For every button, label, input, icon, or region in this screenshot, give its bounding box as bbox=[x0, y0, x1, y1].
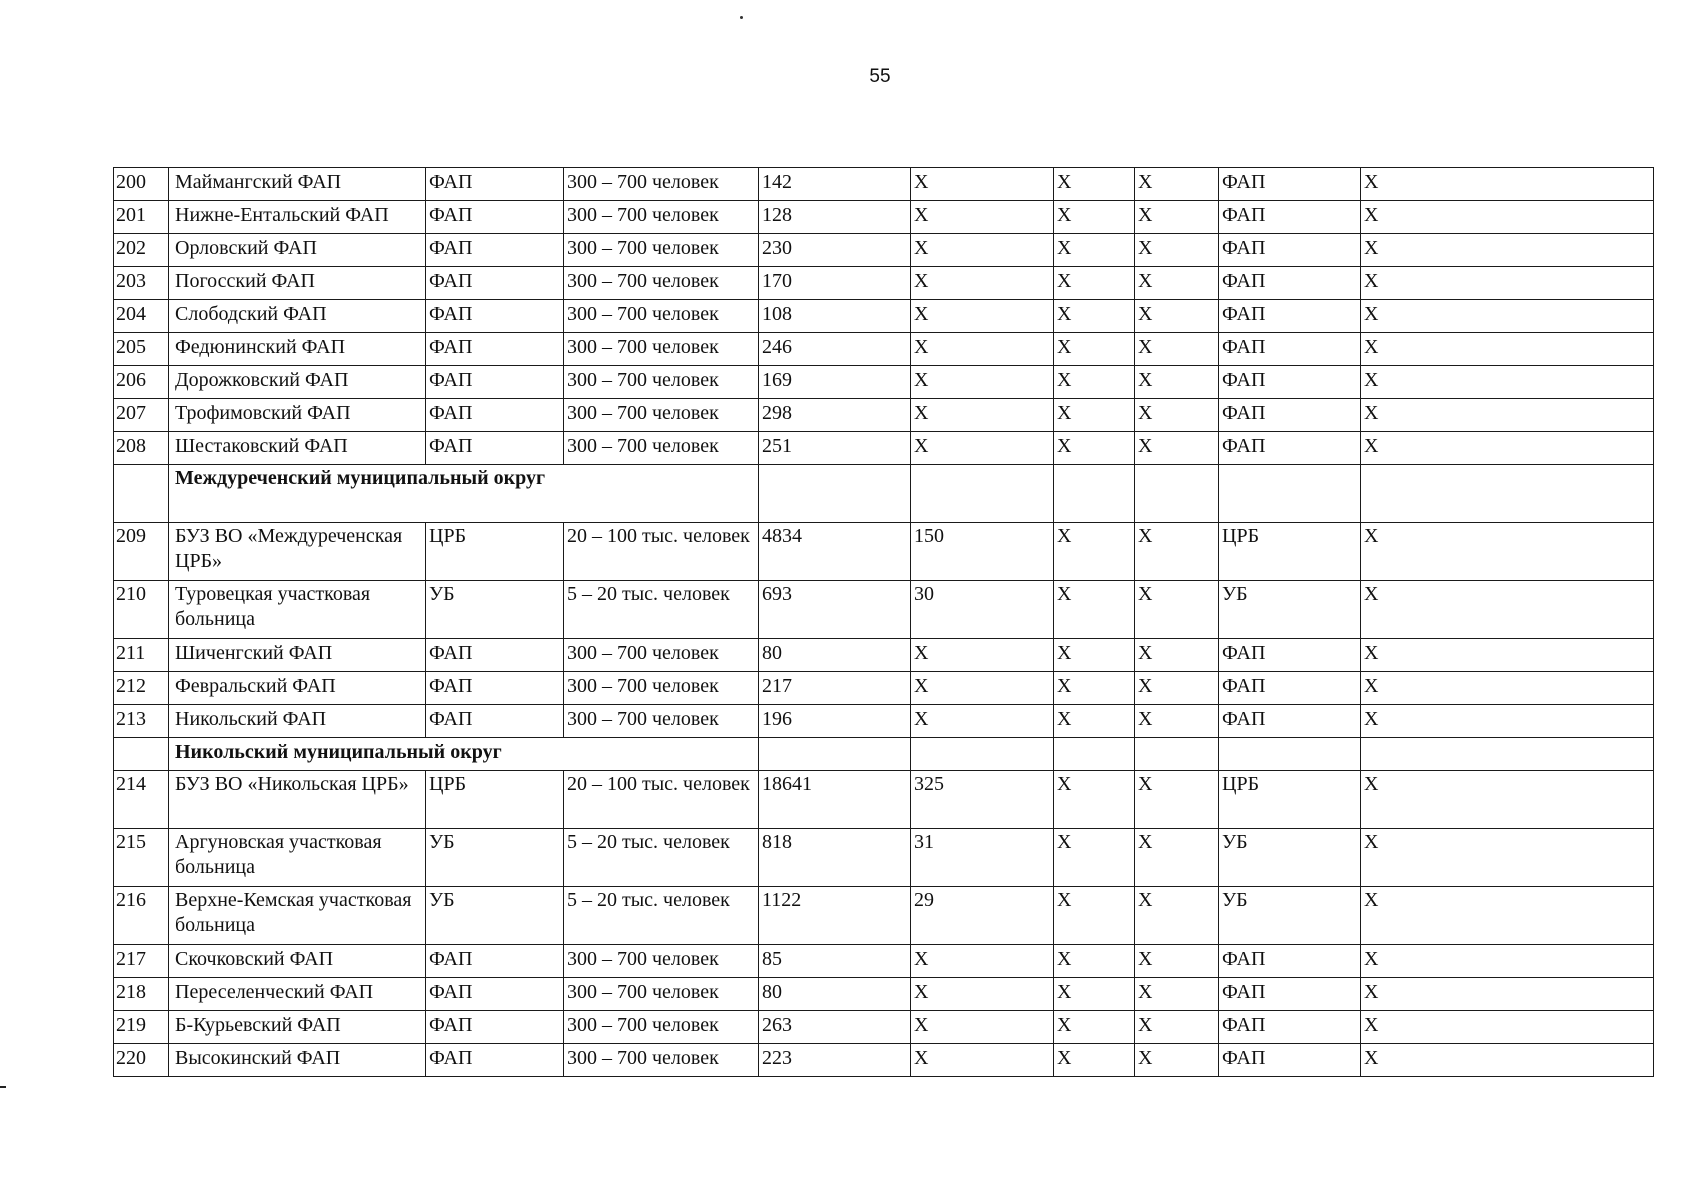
row-number-cell: 218 bbox=[114, 978, 169, 1011]
value-cell: X bbox=[911, 1044, 1054, 1077]
row-number-cell: 217 bbox=[114, 945, 169, 978]
mark-cell: X bbox=[1361, 672, 1654, 705]
population-range-cell: 20 – 100 тыс. человек bbox=[564, 771, 759, 829]
empty-cell bbox=[1361, 465, 1654, 523]
target-type-cell: ФАП bbox=[1219, 945, 1361, 978]
value-cell: 31 bbox=[911, 829, 1054, 887]
population-range-cell: 300 – 700 человек bbox=[564, 300, 759, 333]
mark-cell: X bbox=[1054, 829, 1135, 887]
target-type-cell: ФАП bbox=[1219, 1044, 1361, 1077]
value-cell: 693 bbox=[759, 581, 911, 639]
table-row bbox=[114, 887, 1654, 945]
facility-name-cell: Февральский ФАП bbox=[169, 672, 426, 705]
facility-type-cell: ФАП bbox=[426, 168, 564, 201]
page-number: 55 bbox=[869, 66, 891, 87]
target-type-cell: ФАП bbox=[1219, 639, 1361, 672]
mark-cell: X bbox=[1361, 201, 1654, 234]
facility-name-cell: Дорожковский ФАП bbox=[169, 366, 426, 399]
facility-type-cell: ФАП bbox=[426, 267, 564, 300]
mark-cell: X bbox=[1135, 234, 1219, 267]
table-row bbox=[114, 333, 1654, 366]
facility-type-cell: ФАП bbox=[426, 333, 564, 366]
facility-name-cell: Б-Курьевский ФАП bbox=[169, 1011, 426, 1044]
empty-cell bbox=[1135, 738, 1219, 771]
mark-cell: X bbox=[1135, 978, 1219, 1011]
mark-cell: X bbox=[1135, 399, 1219, 432]
mark-cell: X bbox=[1135, 1011, 1219, 1044]
facility-name-cell: Высокинский ФАП bbox=[169, 1044, 426, 1077]
value-cell: 1122 bbox=[759, 887, 911, 945]
population-range-cell: 300 – 700 человек bbox=[564, 168, 759, 201]
population-range-cell: 300 – 700 человек bbox=[564, 201, 759, 234]
empty-cell bbox=[1135, 465, 1219, 523]
target-type-cell: ФАП bbox=[1219, 978, 1361, 1011]
population-range-cell: 300 – 700 человек bbox=[564, 705, 759, 738]
value-cell: 298 bbox=[759, 399, 911, 432]
target-type-cell: ФАП bbox=[1219, 432, 1361, 465]
value-cell: X bbox=[911, 945, 1054, 978]
value-cell: 80 bbox=[759, 639, 911, 672]
facility-name-cell: Верхне-Кемская участковая больница bbox=[169, 887, 426, 945]
facilities-table bbox=[113, 167, 1654, 1077]
mark-cell: X bbox=[1361, 168, 1654, 201]
facility-name-cell: Трофимовский ФАП bbox=[169, 399, 426, 432]
district-header-row bbox=[114, 738, 1654, 771]
population-range-cell: 5 – 20 тыс. человек bbox=[564, 581, 759, 639]
mark-cell: X bbox=[1135, 705, 1219, 738]
mark-cell: X bbox=[1135, 201, 1219, 234]
row-number-cell: 202 bbox=[114, 234, 169, 267]
value-cell: 150 bbox=[911, 523, 1054, 581]
value-cell: 29 bbox=[911, 887, 1054, 945]
mark-cell: X bbox=[1054, 234, 1135, 267]
target-type-cell: ФАП bbox=[1219, 267, 1361, 300]
population-range-cell: 300 – 700 человек bbox=[564, 366, 759, 399]
facility-type-cell: ФАП bbox=[426, 1044, 564, 1077]
table-row bbox=[114, 672, 1654, 705]
row-number-cell bbox=[114, 465, 169, 523]
value-cell: X bbox=[911, 234, 1054, 267]
population-range-cell: 300 – 700 человек bbox=[564, 333, 759, 366]
population-range-cell: 300 – 700 человек bbox=[564, 1011, 759, 1044]
facility-name-cell: Шестаковский ФАП bbox=[169, 432, 426, 465]
value-cell: 170 bbox=[759, 267, 911, 300]
value-cell: X bbox=[911, 267, 1054, 300]
mark-cell: X bbox=[1135, 300, 1219, 333]
facility-type-cell: ФАП bbox=[426, 1011, 564, 1044]
target-type-cell: ФАП bbox=[1219, 705, 1361, 738]
facility-name-cell: Переселенческий ФАП bbox=[169, 978, 426, 1011]
value-cell: 4834 bbox=[759, 523, 911, 581]
mark-cell: X bbox=[1054, 201, 1135, 234]
empty-cell bbox=[1054, 738, 1135, 771]
facility-type-cell: УБ bbox=[426, 581, 564, 639]
facility-name-cell: Никольский ФАП bbox=[169, 705, 426, 738]
table-row bbox=[114, 267, 1654, 300]
value-cell: 169 bbox=[759, 366, 911, 399]
mark-cell: X bbox=[1361, 432, 1654, 465]
mark-cell: X bbox=[1054, 300, 1135, 333]
margin-mark bbox=[0, 1086, 6, 1088]
mark-cell: X bbox=[1361, 523, 1654, 581]
population-range-cell: 5 – 20 тыс. человек bbox=[564, 887, 759, 945]
mark-cell: X bbox=[1135, 366, 1219, 399]
row-number-cell: 213 bbox=[114, 705, 169, 738]
table-row bbox=[114, 945, 1654, 978]
mark-cell: X bbox=[1135, 267, 1219, 300]
empty-cell bbox=[911, 738, 1054, 771]
mark-cell: X bbox=[1135, 672, 1219, 705]
facility-type-cell: ФАП bbox=[426, 978, 564, 1011]
mark-cell: X bbox=[1135, 168, 1219, 201]
population-range-cell: 300 – 700 человек bbox=[564, 432, 759, 465]
facility-name-cell: Шиченгский ФАП bbox=[169, 639, 426, 672]
mark-cell: X bbox=[1054, 771, 1135, 829]
target-type-cell: УБ bbox=[1219, 581, 1361, 639]
table-row bbox=[114, 771, 1654, 829]
facility-type-cell: ЦРБ bbox=[426, 523, 564, 581]
table-row bbox=[114, 399, 1654, 432]
table-row bbox=[114, 1011, 1654, 1044]
facility-name-cell: Федюнинский ФАП bbox=[169, 333, 426, 366]
row-number-cell: 206 bbox=[114, 366, 169, 399]
mark-cell: X bbox=[1054, 1011, 1135, 1044]
mark-cell: X bbox=[1054, 432, 1135, 465]
mark-cell: X bbox=[1361, 267, 1654, 300]
facility-type-cell: ФАП bbox=[426, 705, 564, 738]
table-row bbox=[114, 1044, 1654, 1077]
target-type-cell: ФАП bbox=[1219, 201, 1361, 234]
mark-cell: X bbox=[1361, 887, 1654, 945]
value-cell: 196 bbox=[759, 705, 911, 738]
row-number-cell: 220 bbox=[114, 1044, 169, 1077]
table-row bbox=[114, 168, 1654, 201]
facility-name-cell: Аргуновская участковая больница bbox=[169, 829, 426, 887]
mark-cell: X bbox=[1054, 168, 1135, 201]
empty-cell bbox=[1219, 465, 1361, 523]
table-row bbox=[114, 201, 1654, 234]
facility-type-cell: ЦРБ bbox=[426, 771, 564, 829]
population-range-cell: 300 – 700 человек bbox=[564, 234, 759, 267]
facility-name-cell: БУЗ ВО «Никольская ЦРБ» bbox=[169, 771, 426, 829]
mark-cell: X bbox=[1054, 978, 1135, 1011]
value-cell: X bbox=[911, 432, 1054, 465]
mark-cell: X bbox=[1135, 432, 1219, 465]
row-number-cell: 203 bbox=[114, 267, 169, 300]
target-type-cell: УБ bbox=[1219, 887, 1361, 945]
mark-cell: X bbox=[1361, 1044, 1654, 1077]
empty-cell bbox=[1054, 465, 1135, 523]
population-range-cell: 300 – 700 человек bbox=[564, 978, 759, 1011]
row-number-cell: 207 bbox=[114, 399, 169, 432]
row-number-cell: 204 bbox=[114, 300, 169, 333]
facility-type-cell: ФАП bbox=[426, 945, 564, 978]
mark-cell: X bbox=[1135, 887, 1219, 945]
mark-cell: X bbox=[1361, 366, 1654, 399]
value-cell: 246 bbox=[759, 333, 911, 366]
population-range-cell: 300 – 700 человек bbox=[564, 945, 759, 978]
population-range-cell: 5 – 20 тыс. человек bbox=[564, 829, 759, 887]
mark-cell: X bbox=[1361, 705, 1654, 738]
mark-cell: X bbox=[1054, 333, 1135, 366]
table-body bbox=[114, 168, 1654, 1077]
mark-cell: X bbox=[1054, 945, 1135, 978]
empty-cell bbox=[759, 738, 911, 771]
value-cell: 325 bbox=[911, 771, 1054, 829]
row-number-cell: 216 bbox=[114, 887, 169, 945]
population-range-cell: 300 – 700 человек bbox=[564, 639, 759, 672]
value-cell: 85 bbox=[759, 945, 911, 978]
mark-cell: X bbox=[1361, 300, 1654, 333]
row-number-cell: 212 bbox=[114, 672, 169, 705]
value-cell: X bbox=[911, 201, 1054, 234]
district-header-row bbox=[114, 465, 1654, 523]
target-type-cell: ФАП bbox=[1219, 366, 1361, 399]
facility-type-cell: ФАП bbox=[426, 300, 564, 333]
value-cell: X bbox=[911, 1011, 1054, 1044]
value-cell: 30 bbox=[911, 581, 1054, 639]
facility-type-cell: УБ bbox=[426, 829, 564, 887]
value-cell: 128 bbox=[759, 201, 911, 234]
target-type-cell: УБ bbox=[1219, 829, 1361, 887]
row-number-cell: 205 bbox=[114, 333, 169, 366]
table-row bbox=[114, 978, 1654, 1011]
row-number-cell: 209 bbox=[114, 523, 169, 581]
facility-name-cell: Слободский ФАП bbox=[169, 300, 426, 333]
mark-cell: X bbox=[1135, 771, 1219, 829]
population-range-cell: 300 – 700 человек bbox=[564, 399, 759, 432]
facility-type-cell: ФАП bbox=[426, 672, 564, 705]
table-row bbox=[114, 366, 1654, 399]
facility-type-cell: ФАП bbox=[426, 366, 564, 399]
value-cell: X bbox=[911, 333, 1054, 366]
mark-cell: X bbox=[1054, 639, 1135, 672]
row-number-cell: 208 bbox=[114, 432, 169, 465]
row-number-cell: 210 bbox=[114, 581, 169, 639]
facility-name-cell: Туровецкая участковая больница bbox=[169, 581, 426, 639]
target-type-cell: ФАП bbox=[1219, 1011, 1361, 1044]
target-type-cell: ФАП bbox=[1219, 168, 1361, 201]
mark-cell: X bbox=[1361, 399, 1654, 432]
mark-cell: X bbox=[1135, 829, 1219, 887]
empty-cell bbox=[759, 465, 911, 523]
value-cell: X bbox=[911, 978, 1054, 1011]
empty-cell bbox=[1361, 738, 1654, 771]
mark-cell: X bbox=[1054, 523, 1135, 581]
mark-cell: X bbox=[1054, 581, 1135, 639]
mark-cell: X bbox=[1054, 672, 1135, 705]
mark-cell: X bbox=[1361, 639, 1654, 672]
facility-name-cell: Орловский ФАП bbox=[169, 234, 426, 267]
population-range-cell: 20 – 100 тыс. человек bbox=[564, 523, 759, 581]
value-cell: X bbox=[911, 168, 1054, 201]
value-cell: X bbox=[911, 399, 1054, 432]
mark-cell: X bbox=[1054, 399, 1135, 432]
mark-cell: X bbox=[1135, 639, 1219, 672]
mark-cell: X bbox=[1054, 1044, 1135, 1077]
target-type-cell: ФАП bbox=[1219, 333, 1361, 366]
value-cell: 18641 bbox=[759, 771, 911, 829]
row-number-cell: 219 bbox=[114, 1011, 169, 1044]
target-type-cell: ЦРБ bbox=[1219, 771, 1361, 829]
scan-speck bbox=[740, 16, 743, 19]
value-cell: 818 bbox=[759, 829, 911, 887]
table-row bbox=[114, 829, 1654, 887]
value-cell: 251 bbox=[759, 432, 911, 465]
value-cell: 217 bbox=[759, 672, 911, 705]
mark-cell: X bbox=[1135, 945, 1219, 978]
district-name: Междуреченский муниципальный округ bbox=[169, 465, 759, 523]
value-cell: 223 bbox=[759, 1044, 911, 1077]
facility-type-cell: ФАП bbox=[426, 639, 564, 672]
facility-type-cell: ФАП bbox=[426, 201, 564, 234]
table-row bbox=[114, 581, 1654, 639]
mark-cell: X bbox=[1135, 1044, 1219, 1077]
mark-cell: X bbox=[1054, 705, 1135, 738]
target-type-cell: ФАП bbox=[1219, 672, 1361, 705]
mark-cell: X bbox=[1361, 234, 1654, 267]
district-name: Никольский муниципальный округ bbox=[169, 738, 759, 771]
mark-cell: X bbox=[1361, 771, 1654, 829]
row-number-cell: 214 bbox=[114, 771, 169, 829]
facility-name-cell: БУЗ ВО «Междуреченская ЦРБ» bbox=[169, 523, 426, 581]
mark-cell: X bbox=[1361, 581, 1654, 639]
mark-cell: X bbox=[1054, 887, 1135, 945]
value-cell: 108 bbox=[759, 300, 911, 333]
target-type-cell: ФАП bbox=[1219, 300, 1361, 333]
mark-cell: X bbox=[1054, 267, 1135, 300]
mark-cell: X bbox=[1361, 978, 1654, 1011]
target-type-cell: ФАП bbox=[1219, 399, 1361, 432]
row-number-cell: 200 bbox=[114, 168, 169, 201]
row-number-cell bbox=[114, 738, 169, 771]
value-cell: X bbox=[911, 639, 1054, 672]
value-cell: 142 bbox=[759, 168, 911, 201]
population-range-cell: 300 – 700 человек bbox=[564, 672, 759, 705]
row-number-cell: 211 bbox=[114, 639, 169, 672]
value-cell: X bbox=[911, 672, 1054, 705]
facility-type-cell: ФАП bbox=[426, 399, 564, 432]
facility-name-cell: Скочковский ФАП bbox=[169, 945, 426, 978]
target-type-cell: ФАП bbox=[1219, 234, 1361, 267]
mark-cell: X bbox=[1361, 1011, 1654, 1044]
value-cell: X bbox=[911, 300, 1054, 333]
population-range-cell: 300 – 700 человек bbox=[564, 1044, 759, 1077]
mark-cell: X bbox=[1135, 581, 1219, 639]
value-cell: X bbox=[911, 366, 1054, 399]
value-cell: 80 bbox=[759, 978, 911, 1011]
mark-cell: X bbox=[1054, 366, 1135, 399]
value-cell: 230 bbox=[759, 234, 911, 267]
facility-name-cell: Нижне-Ентальский ФАП bbox=[169, 201, 426, 234]
empty-cell bbox=[1219, 738, 1361, 771]
facility-type-cell: ФАП bbox=[426, 234, 564, 267]
table-row bbox=[114, 523, 1654, 581]
table-row bbox=[114, 300, 1654, 333]
row-number-cell: 215 bbox=[114, 829, 169, 887]
row-number-cell: 201 bbox=[114, 201, 169, 234]
target-type-cell: ЦРБ bbox=[1219, 523, 1361, 581]
mark-cell: X bbox=[1135, 523, 1219, 581]
table-row bbox=[114, 432, 1654, 465]
value-cell: X bbox=[911, 705, 1054, 738]
mark-cell: X bbox=[1135, 333, 1219, 366]
facility-name-cell: Маймангский ФАП bbox=[169, 168, 426, 201]
table-row bbox=[114, 639, 1654, 672]
facility-type-cell: УБ bbox=[426, 887, 564, 945]
empty-cell bbox=[911, 465, 1054, 523]
mark-cell: X bbox=[1361, 829, 1654, 887]
table-row bbox=[114, 234, 1654, 267]
value-cell: 263 bbox=[759, 1011, 911, 1044]
facility-name-cell: Погосский ФАП bbox=[169, 267, 426, 300]
facility-type-cell: ФАП bbox=[426, 432, 564, 465]
table-row bbox=[114, 705, 1654, 738]
population-range-cell: 300 – 700 человек bbox=[564, 267, 759, 300]
mark-cell: X bbox=[1361, 333, 1654, 366]
mark-cell: X bbox=[1361, 945, 1654, 978]
